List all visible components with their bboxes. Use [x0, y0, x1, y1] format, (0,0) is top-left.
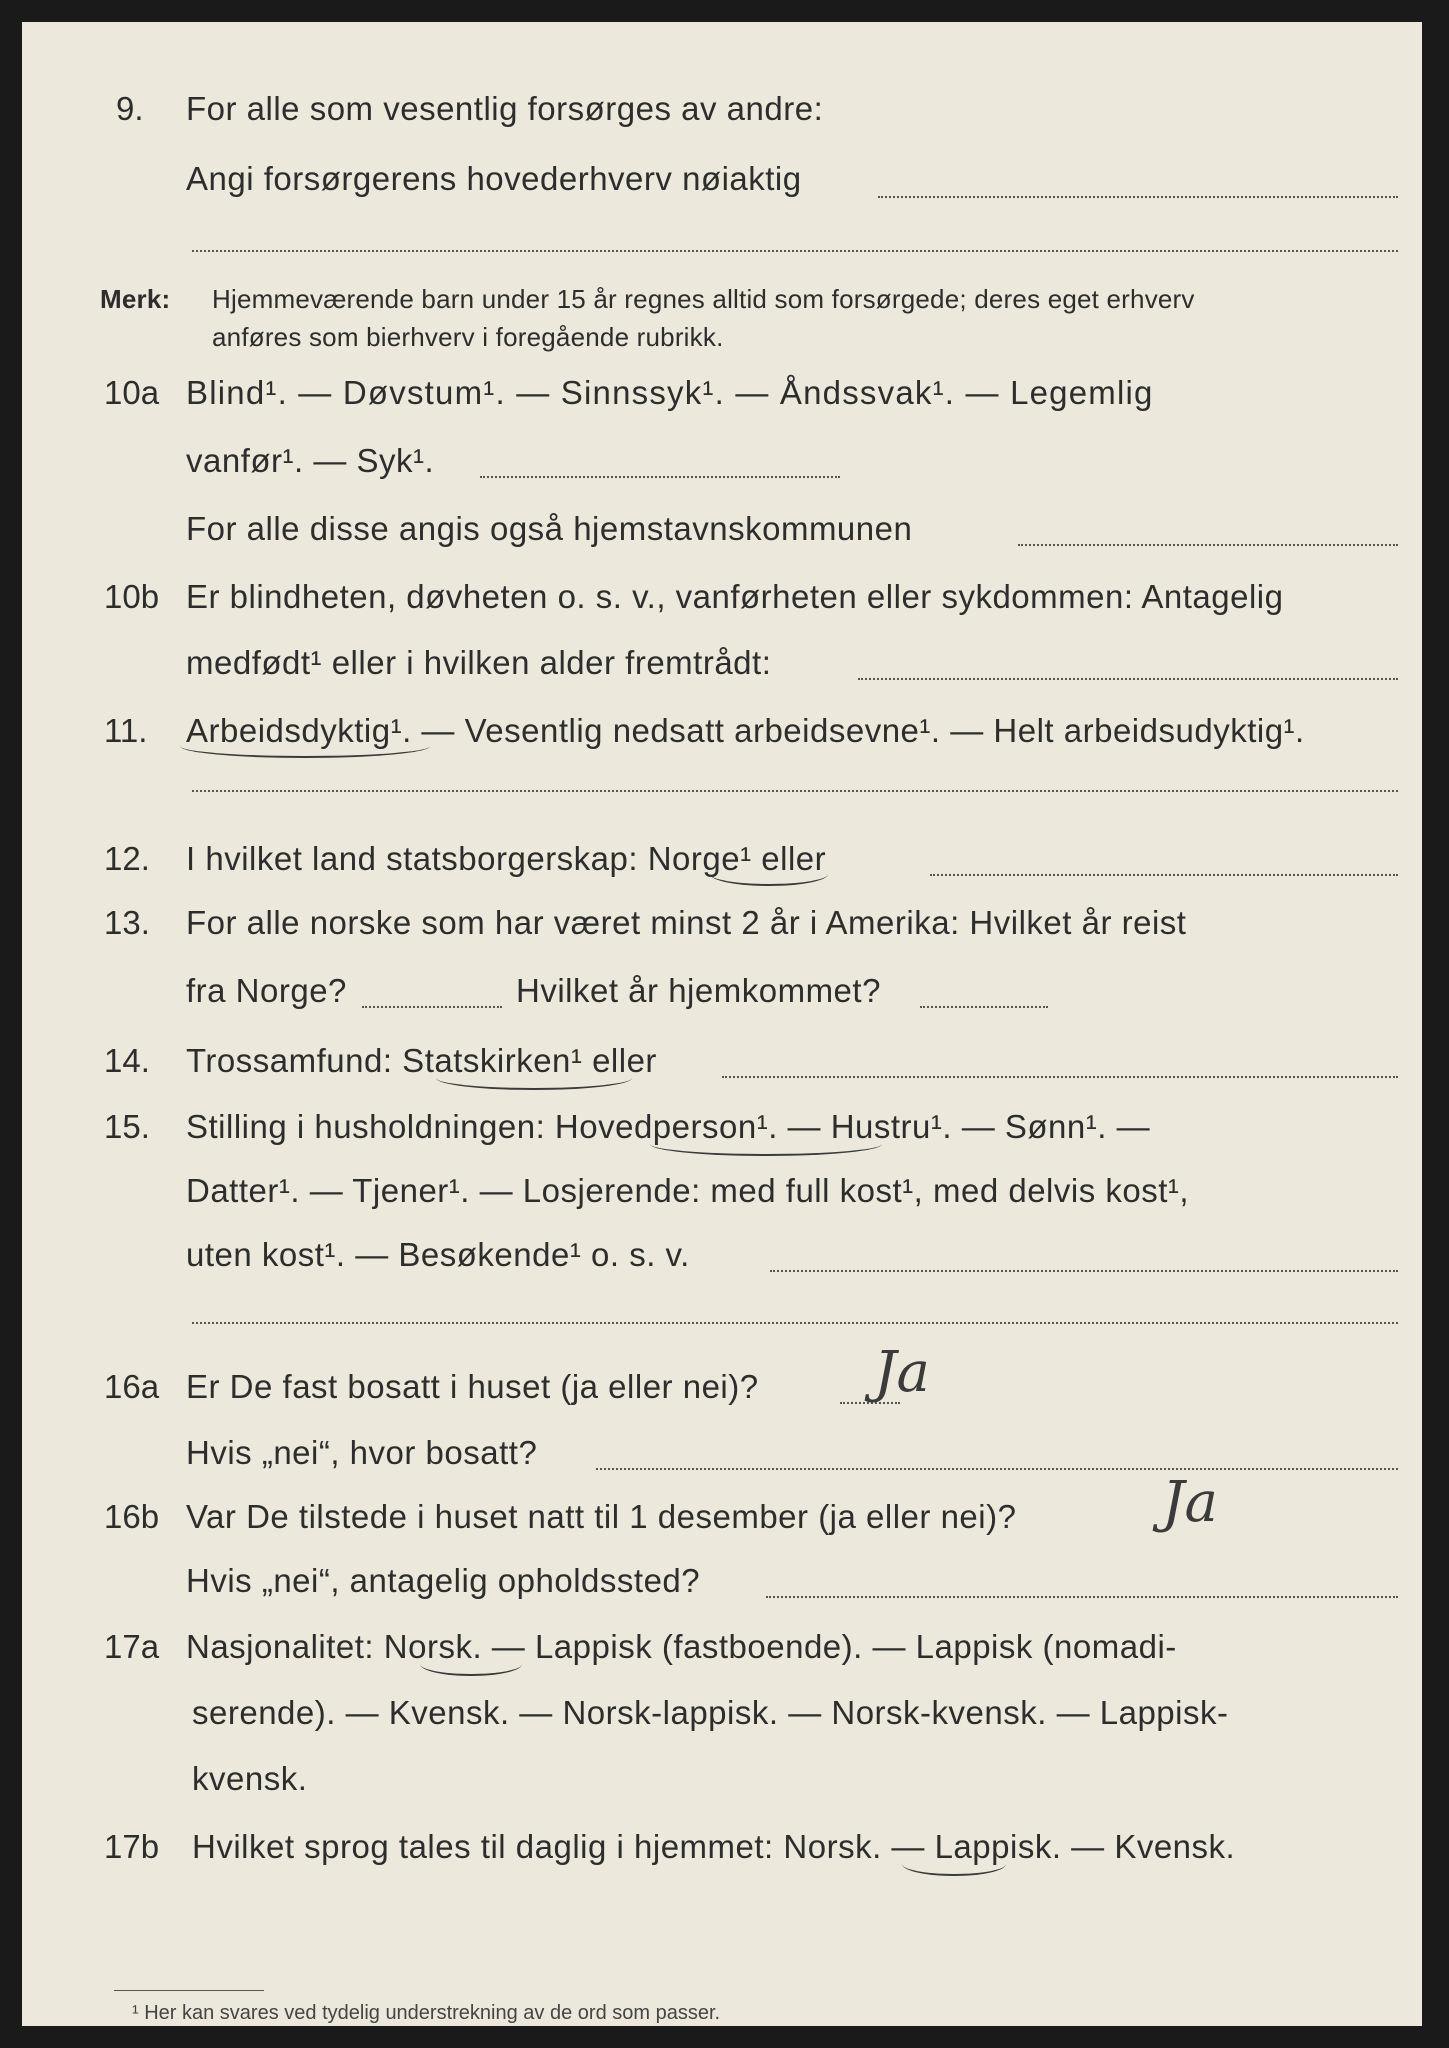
question-11	[22, 712, 1422, 772]
note-text: anføres som bierhverv i foregående rubrikk.	[212, 322, 724, 352]
answer-line[interactable]	[1018, 544, 1398, 546]
question-number: 9.	[116, 90, 144, 127]
question-text: Arbeidsdyktig¹. — Vesentlig nedsatt arbeidsevne¹. — Helt arbeidsudyktig¹.	[186, 712, 1305, 749]
question-10b-line2	[22, 644, 1422, 704]
question-number: 16a	[104, 1368, 160, 1405]
question-16b-line2	[22, 1562, 1422, 1622]
answer-line[interactable]	[192, 1322, 1398, 1324]
question-number: 10a	[104, 374, 160, 411]
question-10b	[22, 578, 1422, 638]
underline-mark	[420, 1664, 522, 1676]
answer-line[interactable]	[770, 1270, 1398, 1272]
answer-line[interactable]	[930, 874, 1398, 876]
question-text: Hvis „nei“, hvor bosatt?	[186, 1434, 538, 1471]
census-form-page	[22, 22, 1422, 2026]
question-17a	[22, 1628, 1422, 1688]
question-17a-line2	[22, 1694, 1422, 1754]
question-15-line3	[22, 1236, 1422, 1296]
question-text: Hvilket år hjemkommet?	[516, 972, 881, 1009]
question-number: 17a	[104, 1628, 160, 1665]
question-13	[22, 904, 1422, 964]
answer-line[interactable]	[920, 1006, 1048, 1008]
question-number: 16b	[104, 1498, 160, 1535]
question-10a-line3	[22, 510, 1422, 570]
question-9	[22, 90, 1422, 150]
answer-line[interactable]	[766, 1596, 1398, 1598]
answer-line[interactable]	[192, 250, 1398, 252]
question-14	[22, 1042, 1422, 1102]
question-text: Blind¹. — Døvstum¹. — Sinnssyk¹. — Åndssvak¹. — Legemlig	[186, 374, 1154, 411]
underline-mark	[650, 1144, 882, 1156]
question-15-line2	[22, 1172, 1422, 1232]
underline-mark	[902, 1864, 1006, 1876]
question-12	[22, 840, 1422, 900]
answer-line[interactable]	[722, 1076, 1398, 1078]
question-13-line2	[22, 972, 1422, 1032]
question-text: fra Norge?	[186, 972, 347, 1009]
question-number: 15.	[104, 1108, 150, 1145]
question-text: For alle disse angis også hjemstavnskommunen	[186, 510, 913, 547]
question-number: 10b	[104, 578, 160, 615]
answer-line[interactable]	[596, 1468, 1398, 1470]
question-text: Nasjonalitet: Norsk. — Lappisk (fastboende). — Lappisk (nomadi-	[186, 1628, 1177, 1665]
question-text: Er De fast bosatt i huset (ja eller nei)?	[186, 1368, 759, 1405]
question-number: 14.	[104, 1042, 150, 1079]
answer-line[interactable]	[858, 678, 1398, 680]
question-text: kvensk.	[192, 1760, 308, 1797]
footnote: ¹ Her kan svares ved tydelig understrekning av de ord som passer.	[132, 2002, 721, 2024]
handwritten-answer: Ja	[1162, 1470, 1218, 1535]
question-text: Var De tilstede i huset natt til 1 desember (ja eller nei)?	[186, 1498, 1017, 1535]
question-17a-line3	[22, 1760, 1422, 1820]
question-15	[22, 1108, 1422, 1168]
question-text: For alle som vesentlig forsørges av andre:	[186, 90, 824, 127]
question-text: Stilling i husholdningen: Hovedperson¹. — Hustru¹. — Sønn¹. —	[186, 1108, 1151, 1145]
question-number: 13.	[104, 904, 150, 941]
footnote-rule	[114, 1990, 264, 1991]
question-text: Angi forsørgerens hovederhverv nøiaktig	[186, 160, 802, 197]
question-9-line2	[22, 160, 1422, 220]
note-merk	[22, 284, 1422, 324]
underline-mark	[710, 874, 828, 886]
question-text: Hvis „nei“, antagelig opholdssted?	[186, 1562, 701, 1599]
answer-line[interactable]	[480, 476, 840, 478]
question-text: Datter¹. — Tjener¹. — Losjerende: med full kost¹, med delvis kost¹,	[186, 1172, 1190, 1209]
underline-mark	[436, 1078, 632, 1090]
question-text: medfødt¹ eller i hvilken alder fremtrådt:	[186, 644, 772, 681]
question-text: uten kost¹. — Besøkende¹ o. s. v.	[186, 1236, 690, 1273]
note-label: Merk:	[100, 284, 171, 314]
question-text: vanfør¹. — Syk¹.	[186, 442, 435, 479]
underline-mark	[180, 746, 430, 758]
question-number: 11.	[104, 712, 148, 749]
question-10a-line2	[22, 442, 1422, 502]
question-10a	[22, 374, 1422, 434]
question-16a	[22, 1368, 1422, 1428]
question-text: Er blindheten, døvheten o. s. v., vanførheten eller sykdommen: Antagelig	[186, 578, 1284, 615]
question-number: 12.	[104, 840, 150, 877]
question-text: For alle norske som har været minst 2 år i Amerika: Hvilket år reist	[186, 904, 1187, 941]
question-17b	[22, 1828, 1422, 1888]
question-number: 17b	[104, 1828, 160, 1865]
question-text: Trossamfund: Statskirken¹ eller	[186, 1042, 657, 1079]
note-merk-line2	[22, 322, 1422, 362]
answer-line[interactable]	[362, 1006, 502, 1008]
question-text: I hvilket land statsborgerskap: Norge¹ eller	[186, 840, 827, 877]
answer-line[interactable]	[192, 790, 1398, 792]
question-text: Hvilket sprog tales til daglig i hjemmet: Norsk. — Lappisk. — Kvensk.	[192, 1828, 1236, 1865]
answer-line[interactable]	[878, 196, 1398, 198]
question-text: serende). — Kvensk. — Norsk-lappisk. — Norsk-kvensk. — Lappisk-	[192, 1694, 1229, 1731]
note-text: Hjemmeværende barn under 15 år regnes alltid som forsørgede; deres eget erhverv	[212, 284, 1195, 314]
handwritten-answer: Ja	[874, 1340, 930, 1405]
